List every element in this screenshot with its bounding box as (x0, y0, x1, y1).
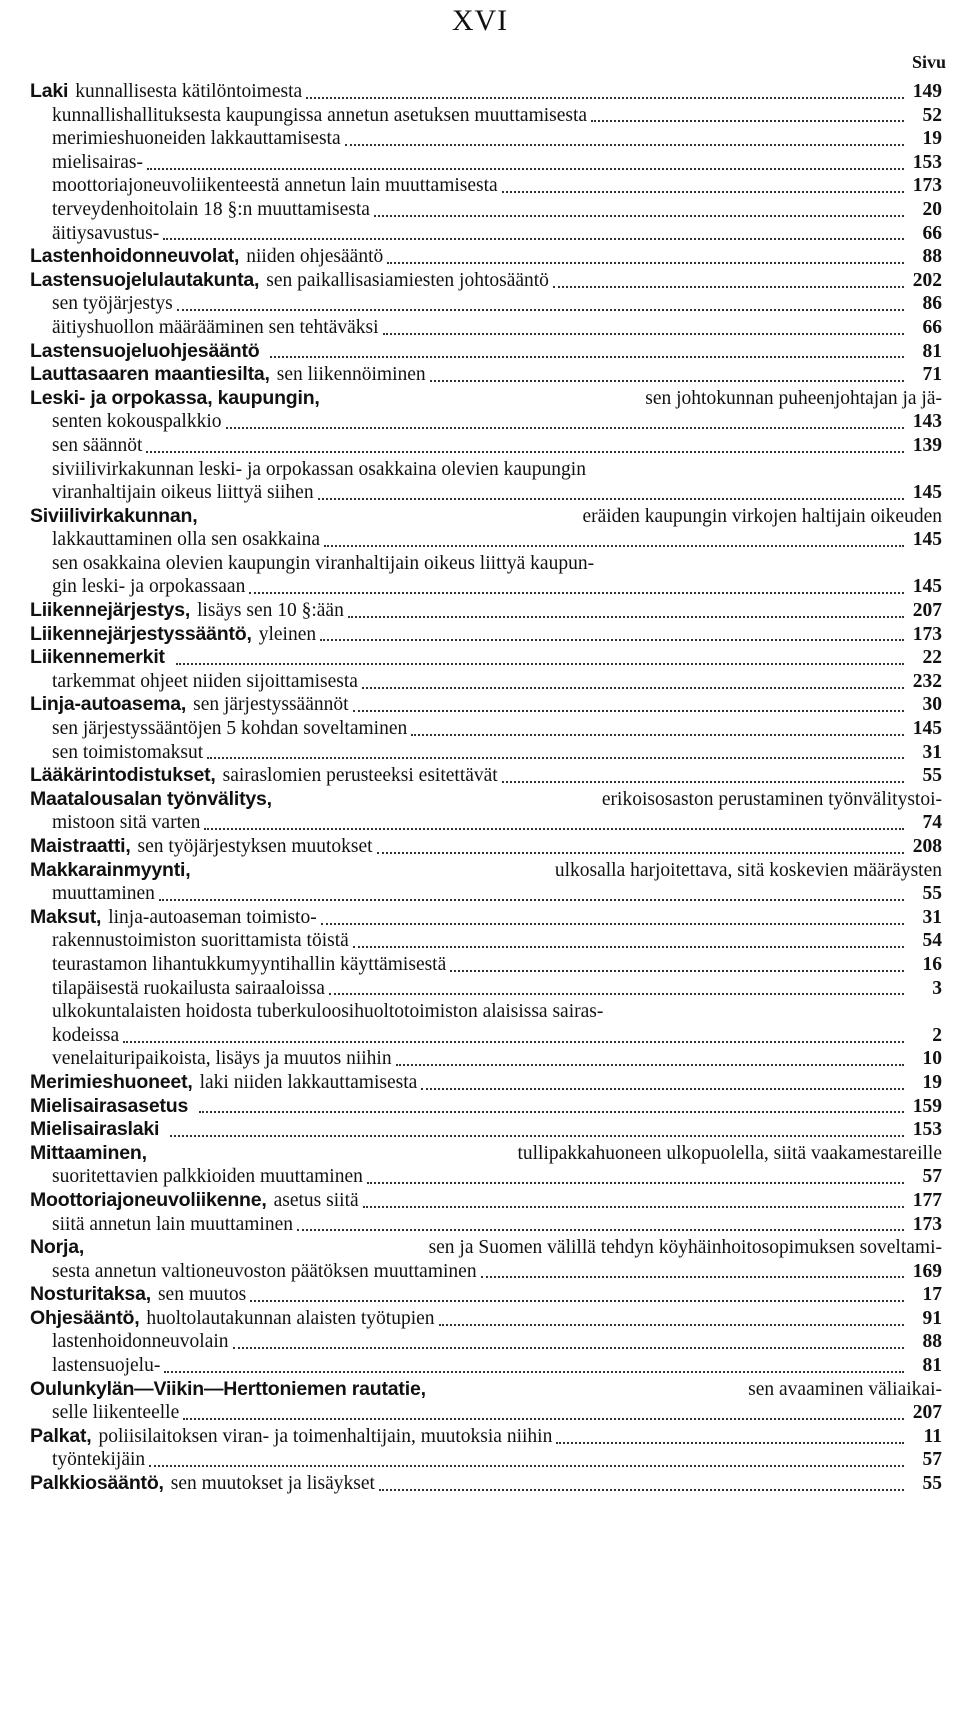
dot-leader (318, 498, 904, 500)
index-subentry (30, 670, 942, 694)
entry-text: kunnallisesta kätilöntoimesta (75, 81, 303, 102)
index-subentry (30, 127, 942, 151)
dot-leader (363, 1206, 904, 1208)
page-ref: 173 (912, 175, 942, 197)
page-ref: 91 (922, 1307, 942, 1329)
dot-leader (353, 946, 904, 948)
index-entry (30, 693, 942, 717)
entry-text: sen paikallisasiamiesten johtosääntö (266, 269, 549, 291)
page-ref: 22 (922, 647, 942, 669)
dot-leader (233, 1347, 904, 1349)
page-ref: 145 (912, 576, 942, 598)
dot-leader (481, 1276, 904, 1278)
index-entry (30, 80, 942, 104)
index-subentry (30, 1047, 942, 1071)
entry-text: sen osakkaina olevien kaupungin viranhaltijain oikeus liittyä kaupun- (52, 552, 595, 574)
entry-text: terveydenhoitolain 18 §:n muuttamisesta (52, 198, 370, 220)
dot-leader (297, 1229, 904, 1231)
entry-text: laki niiden lakkauttamisesta (199, 1071, 418, 1093)
index-entry (30, 269, 942, 293)
page-ref: 149 (912, 81, 942, 102)
entry-text: työntekijäin (52, 1449, 146, 1471)
page-number: XVI (451, 4, 509, 37)
dot-leader (164, 1371, 904, 1373)
index-subentry (30, 104, 942, 128)
dot-leader (170, 1135, 904, 1137)
dot-leader (353, 710, 904, 712)
page-ref: 153 (912, 1119, 942, 1141)
dot-leader (183, 1418, 904, 1420)
entry-text: moottoriajoneuvoliikenteestä annetun lain muuttamisesta (52, 175, 498, 197)
entry-heading: Ohjesääntö, (30, 1306, 140, 1329)
dot-leader (159, 899, 904, 901)
page-ref: 207 (912, 1402, 942, 1424)
index-entry (30, 1378, 942, 1425)
index-subentry (30, 1000, 942, 1047)
entry-text: eräiden kaupungin virkojen haltijain oikeuden (582, 505, 942, 527)
entry-text: muuttaminen (52, 883, 155, 905)
dot-leader (207, 757, 904, 759)
dot-leader (226, 427, 904, 429)
entry-text: teurastamon lihantukkumyyntihallin käyttämisestä (52, 953, 447, 975)
index-entry (30, 387, 942, 434)
entry-text: sen työjärjestyksen muutokset (137, 836, 373, 857)
index-entry (30, 363, 942, 387)
index-subentry (30, 198, 942, 222)
dot-leader (249, 592, 904, 594)
dot-leader (421, 1088, 904, 1090)
page-ref: 145 (912, 482, 942, 504)
page-ref: 202 (912, 269, 942, 291)
entry-heading: Makkarainmyynti, (30, 858, 191, 881)
dot-leader (163, 238, 904, 240)
page-ref: 3 (932, 977, 942, 999)
page-ref: 55 (922, 883, 942, 905)
index-entry (30, 505, 942, 552)
index-subentry (30, 977, 942, 1001)
dot-leader (396, 1064, 904, 1066)
page-ref: 81 (922, 1355, 942, 1377)
page-ref: 11 (923, 1425, 942, 1447)
index-entry (30, 1283, 942, 1307)
dot-leader (250, 1300, 904, 1302)
page-ref: 16 (922, 953, 942, 975)
page-ref: 66 (922, 222, 942, 244)
index-entry (30, 646, 942, 670)
dot-leader (320, 639, 904, 641)
page-ref: 2 (932, 1024, 942, 1046)
index-entries (30, 80, 942, 1496)
entry-heading: Maatalousalan työnvälitys, (30, 787, 272, 810)
entry-heading: Moottoriajoneuvoliikenne, (30, 1188, 267, 1211)
entry-heading: Laki (30, 80, 69, 102)
page-ref: 57 (922, 1166, 942, 1188)
entry-text: sen avaaminen väliaikai- (748, 1378, 942, 1400)
dot-leader (149, 1465, 904, 1467)
dot-leader (324, 545, 904, 547)
dot-leader (553, 286, 904, 288)
page-ref: 208 (912, 836, 942, 857)
page-ref: 232 (912, 670, 942, 692)
index-subentry (30, 174, 942, 198)
index-entry (30, 906, 942, 930)
page-ref: 19 (922, 128, 942, 150)
dot-leader (306, 97, 904, 99)
page-ref: 207 (912, 600, 942, 622)
page-ref: 52 (922, 104, 942, 126)
page-ref: 66 (922, 316, 942, 338)
entry-text: tarkemmat ohjeet niiden sijoittamisesta (52, 670, 358, 692)
index-entry (30, 340, 942, 364)
entry-heading: Norja, (30, 1236, 85, 1259)
dot-leader (377, 852, 904, 854)
index-subentry (30, 151, 942, 175)
dot-leader (387, 262, 904, 264)
entry-text: yleinen (258, 623, 317, 645)
entry-text: kunnallishallituksesta kaupungissa annetun asetuksen muuttamisesta (52, 104, 588, 126)
entry-text: mielisairas- (52, 151, 143, 173)
entry-text: sen työjärjestys (52, 293, 173, 315)
entry-heading: Siviilivirkakunnan, (30, 504, 198, 527)
entry-text: senten kokouspalkkio (52, 411, 222, 433)
dot-leader (123, 1041, 904, 1043)
page-ref: 88 (922, 246, 942, 268)
page-ref: 88 (922, 1331, 942, 1353)
page-ref: 55 (922, 1473, 942, 1495)
dot-leader (411, 734, 904, 736)
entry-heading: Nosturitaksa, (30, 1283, 151, 1306)
entry-text: asetus siitä (273, 1189, 359, 1211)
entry-text: siviilivirkakunnan leski- ja orpokassan osakkaina olevien kaupungin (52, 458, 586, 480)
page-column-label: Sivu (911, 52, 946, 72)
entry-text: kodeissa (52, 1024, 120, 1046)
index-entry (30, 599, 942, 623)
entry-text: sen ja Suomen välillä tehdyn köyhäinhoitosopimuksen soveltami- (428, 1237, 942, 1259)
index-subentry (30, 953, 942, 977)
page-ref: 139 (912, 434, 942, 456)
dot-leader (379, 1489, 904, 1491)
index-subentry (30, 929, 942, 953)
index-subentry (30, 1354, 942, 1378)
dot-leader (147, 168, 904, 170)
dot-leader (383, 333, 904, 335)
entry-heading: Palkat, (30, 1424, 92, 1447)
index-subentry (30, 717, 942, 741)
index-entry (30, 859, 942, 906)
entry-heading: Merimieshuoneet, (30, 1070, 193, 1093)
page-ref: 57 (922, 1449, 942, 1471)
entry-text: sen muutokset ja lisäykset (170, 1473, 375, 1495)
entry-text: suoritettavien palkkioiden muuttaminen (52, 1166, 363, 1188)
page-ref: 153 (912, 151, 942, 173)
dot-leader (367, 1182, 904, 1184)
dot-leader (502, 191, 904, 193)
entry-heading: Liikennejärjestys, (30, 599, 191, 622)
entry-text: erikoisosaston perustaminen työnvälitystoi- (601, 788, 942, 810)
entry-text: linja-autoaseman toimisto- (108, 906, 317, 928)
entry-heading: Maistraatti, (30, 835, 131, 857)
entry-text: tullipakkahuoneen ulkopuolella, siitä vaakamestareille (517, 1142, 942, 1164)
dot-leader (199, 1111, 904, 1113)
index-subentry (30, 741, 942, 765)
entry-heading: Liikennemerkit (30, 646, 165, 669)
entry-text: lakkauttaminen olla sen osakkaina (52, 529, 321, 551)
page-ref: 173 (912, 1213, 942, 1235)
entry-text: äitiyshuollon määrääminen sen tehtäväksi (52, 316, 379, 338)
page-ref: 74 (922, 812, 942, 834)
page-ref: 20 (922, 198, 942, 220)
entry-text: sairaslomien perusteeksi esitettävät (222, 765, 498, 787)
index-entry (30, 1307, 942, 1331)
page-ref: 55 (922, 765, 942, 787)
page-ref: 86 (922, 293, 942, 315)
page-ref: 31 (922, 741, 942, 763)
index-entry (30, 623, 942, 647)
entry-heading: Mielisairasasetus (30, 1094, 189, 1117)
dot-leader (502, 781, 904, 783)
page-ref: 145 (912, 529, 942, 551)
page-ref: 71 (922, 364, 942, 386)
page-ref: 81 (922, 340, 942, 362)
index-entry (30, 1095, 942, 1119)
entry-text: sen toimistomaksut (52, 741, 204, 763)
entry-text: ulkosalla harjoitettava, sitä koskevien määräysten (554, 859, 942, 881)
dot-leader (450, 970, 904, 972)
entry-text: sen liikennöiminen (276, 364, 426, 386)
index-entry (30, 1236, 942, 1283)
page-ref: 54 (922, 930, 942, 952)
entry-text: lastenhoidonneuvolain (52, 1331, 229, 1353)
index-entry (30, 1189, 942, 1213)
dot-leader (176, 663, 904, 665)
dot-leader (439, 1324, 904, 1326)
entry-text: mistoon sitä varten (52, 812, 201, 834)
entry-heading: Lastenhoidonneuvolat, (30, 245, 240, 268)
entry-heading: Mittaaminen, (30, 1141, 147, 1164)
entry-text: ulkokuntalaisten hoidosta tuberkuloosihuoltotoimiston alaisissa sairas- (52, 1001, 604, 1023)
entry-heading: Palkkiosääntö, (30, 1472, 164, 1495)
index-subentry (30, 434, 942, 458)
entry-heading: Lastensuojeluohjesääntö (30, 339, 260, 362)
entry-text: äitiysavustus- (52, 222, 160, 244)
entry-heading: Leski- ja orpokassa, kaupungin, (30, 386, 320, 409)
entry-text: gin leski- ja orpokassaan (52, 576, 246, 598)
index-subentry (30, 222, 942, 246)
index-subentry (30, 316, 942, 340)
page-ref: 169 (912, 1260, 942, 1282)
entry-text: huoltolautakunnan alaisten työtupien (146, 1307, 435, 1329)
entry-heading: Liikennejärjestyssääntö, (30, 622, 252, 645)
dot-leader (374, 215, 904, 217)
index-subentry (30, 458, 942, 505)
index-entry (30, 835, 942, 859)
index-subentry (30, 292, 942, 316)
dot-leader (270, 356, 904, 358)
entry-heading: Oulunkylän—Viikin—Herttoniemen rautatie, (30, 1377, 426, 1400)
entry-heading: Lastensuojelulautakunta, (30, 268, 260, 291)
dot-leader (321, 923, 904, 925)
entry-text: selle liikenteelle (52, 1402, 180, 1424)
index-entry (30, 764, 942, 788)
index-subentry (30, 1213, 942, 1237)
page-ref: 19 (922, 1071, 942, 1093)
entry-text: venelaituripaikoista, lisäys ja muutos niihin (52, 1048, 392, 1070)
dot-leader (556, 1442, 904, 1444)
entry-heading: Maksut, (30, 905, 102, 928)
entry-heading: Linja-autoasema, (30, 693, 187, 716)
index-entry (30, 1472, 942, 1496)
index-entry (30, 1071, 942, 1095)
entry-text: sen järjestyssäännöt (193, 694, 349, 716)
page-ref: 159 (912, 1095, 942, 1117)
entry-text: tilapäisestä ruokailusta sairaaloissa (52, 977, 325, 999)
entry-text: lisäys sen 10 §:ään (197, 600, 344, 622)
dot-leader (329, 993, 904, 995)
entry-text: niiden ohjesääntö (246, 246, 384, 268)
entry-text: viranhaltijain oikeus liittyä siihen (52, 482, 314, 504)
page-ref: 177 (912, 1189, 942, 1211)
entry-heading: Mielisairaslaki (30, 1118, 160, 1141)
dot-leader (345, 144, 904, 146)
entry-text: poliisilaitoksen viran- ja toimenhaltijain, muutoksia niihin (98, 1425, 553, 1447)
entry-text: rakennustoimiston suorittamista töistä (52, 930, 349, 952)
index-subentry (30, 1330, 942, 1354)
dot-leader (348, 616, 904, 618)
entry-text: sen säännöt (52, 434, 143, 456)
entry-text: lastensuojelu- (52, 1355, 161, 1377)
entry-text: siitä annetun lain muuttaminen (52, 1213, 293, 1235)
entry-text: sen muutos (157, 1284, 247, 1306)
entry-text: merimieshuoneiden lakkauttamisesta (52, 128, 341, 150)
page-ref: 173 (912, 623, 942, 645)
index-subentry (30, 552, 942, 599)
dot-leader (177, 309, 904, 311)
page-ref: 10 (922, 1048, 942, 1070)
entry-heading: Lääkärintodistukset, (30, 764, 216, 787)
page-ref: 143 (912, 411, 942, 433)
entry-text: sen johtokunnan puheenjohtajan ja jä- (645, 387, 942, 409)
dot-leader (591, 120, 904, 122)
index-entry (30, 788, 942, 835)
index-entry (30, 1118, 942, 1142)
dot-leader (362, 687, 904, 689)
dot-leader (204, 828, 904, 830)
page-ref: 17 (922, 1284, 942, 1306)
dot-leader (430, 380, 904, 382)
dot-leader (146, 451, 904, 453)
entry-heading: Lauttasaaren maantiesilta, (30, 363, 270, 386)
page-ref: 145 (912, 718, 942, 740)
entry-text: sesta annetun valtioneuvoston päätöksen muuttaminen (52, 1260, 477, 1282)
entry-text: sen järjestyssääntöjen 5 kohdan soveltaminen (52, 718, 408, 740)
page-ref: 30 (922, 694, 942, 716)
page-ref: 31 (922, 906, 942, 928)
index-entry (30, 1425, 942, 1472)
index-entry (30, 1142, 942, 1189)
index-entry (30, 245, 942, 269)
